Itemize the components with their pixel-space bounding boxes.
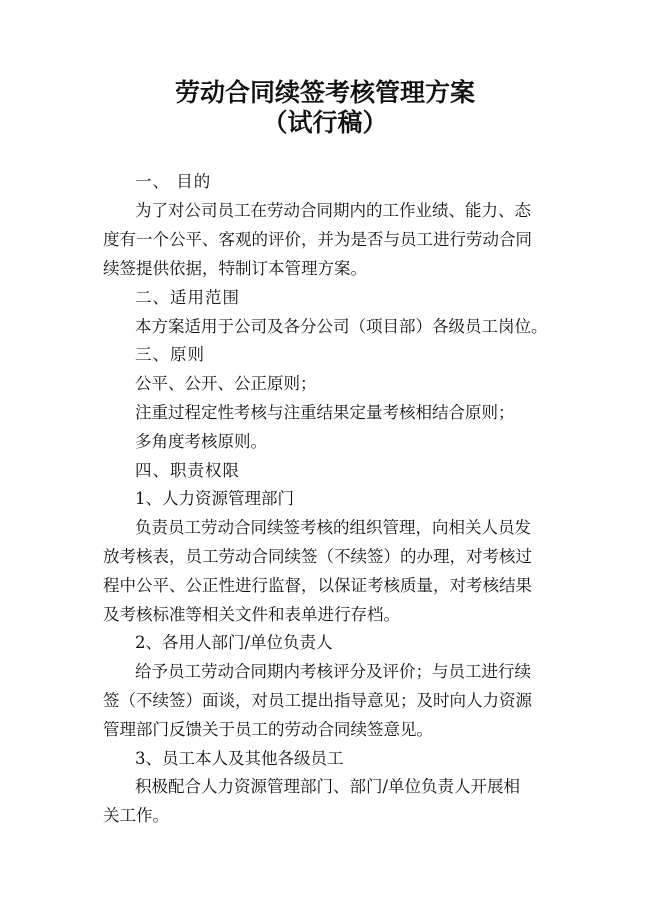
paragraph-line: 及考核标准等相关文件和表单进行存档。 xyxy=(103,605,400,624)
paragraph-line: 积极配合人力资源管理部门、部门/单位负责人开展相 xyxy=(135,777,521,796)
section-heading-purpose: 一、 目的 xyxy=(135,172,212,191)
subsection-heading-dept-heads: 2、各用人部门/单位负责人 xyxy=(135,633,333,652)
paragraph-line: 本方案适用于公司及各分公司（项目部）各级员工岗位。 xyxy=(135,317,548,336)
subsection-heading-hr: 1、人力资源管理部门 xyxy=(135,489,294,508)
paragraph-line: 公平、公开、公正原则； xyxy=(135,374,317,393)
section-heading-responsibilities: 四、职责权限 xyxy=(135,461,240,480)
paragraph-line: 程中公平、公正性进行监督，以保证考核质量，对考核结果 xyxy=(103,576,532,595)
paragraph-line: 签（不续签）面谈，对员工提出指导意见；及时向人力资源 xyxy=(103,691,532,710)
paragraph-line: 关工作。 xyxy=(103,806,169,825)
paragraph-line: 注重过程定性考核与注重结果定量考核相结合原则； xyxy=(135,403,515,422)
paragraph-line: 度有一个公平、客观的评价，并为是否与员工进行劳动合同 xyxy=(103,230,532,249)
paragraph-line: 放考核表，员工劳动合同续签（不续签）的办理，对考核过 xyxy=(103,547,532,566)
paragraph-line: 为了对公司员工在劳动合同期内的工作业绩、能力、态 xyxy=(135,201,531,220)
document-subtitle: （试行稿） xyxy=(262,108,388,137)
subsection-heading-employees: 3、员工本人及其他各级员工 xyxy=(135,749,344,768)
paragraph-line: 给予员工劳动合同期内考核评分及评价；与员工进行续 xyxy=(135,662,531,681)
paragraph-line: 管理部门反馈关于员工的劳动合同续签意见。 xyxy=(103,720,433,739)
paragraph-line: 多角度考核原则。 xyxy=(135,432,267,451)
paragraph-line: 续签提供依据，特制订本管理方案。 xyxy=(103,259,367,278)
section-heading-principles: 三、原则 xyxy=(135,345,205,364)
document-title: 劳动合同续签考核管理方案 xyxy=(174,78,475,107)
paragraph-line: 负责员工劳动合同续签考核的组织管理，向相关人员发 xyxy=(135,518,531,537)
section-heading-scope: 二、适用范围 xyxy=(135,288,240,307)
